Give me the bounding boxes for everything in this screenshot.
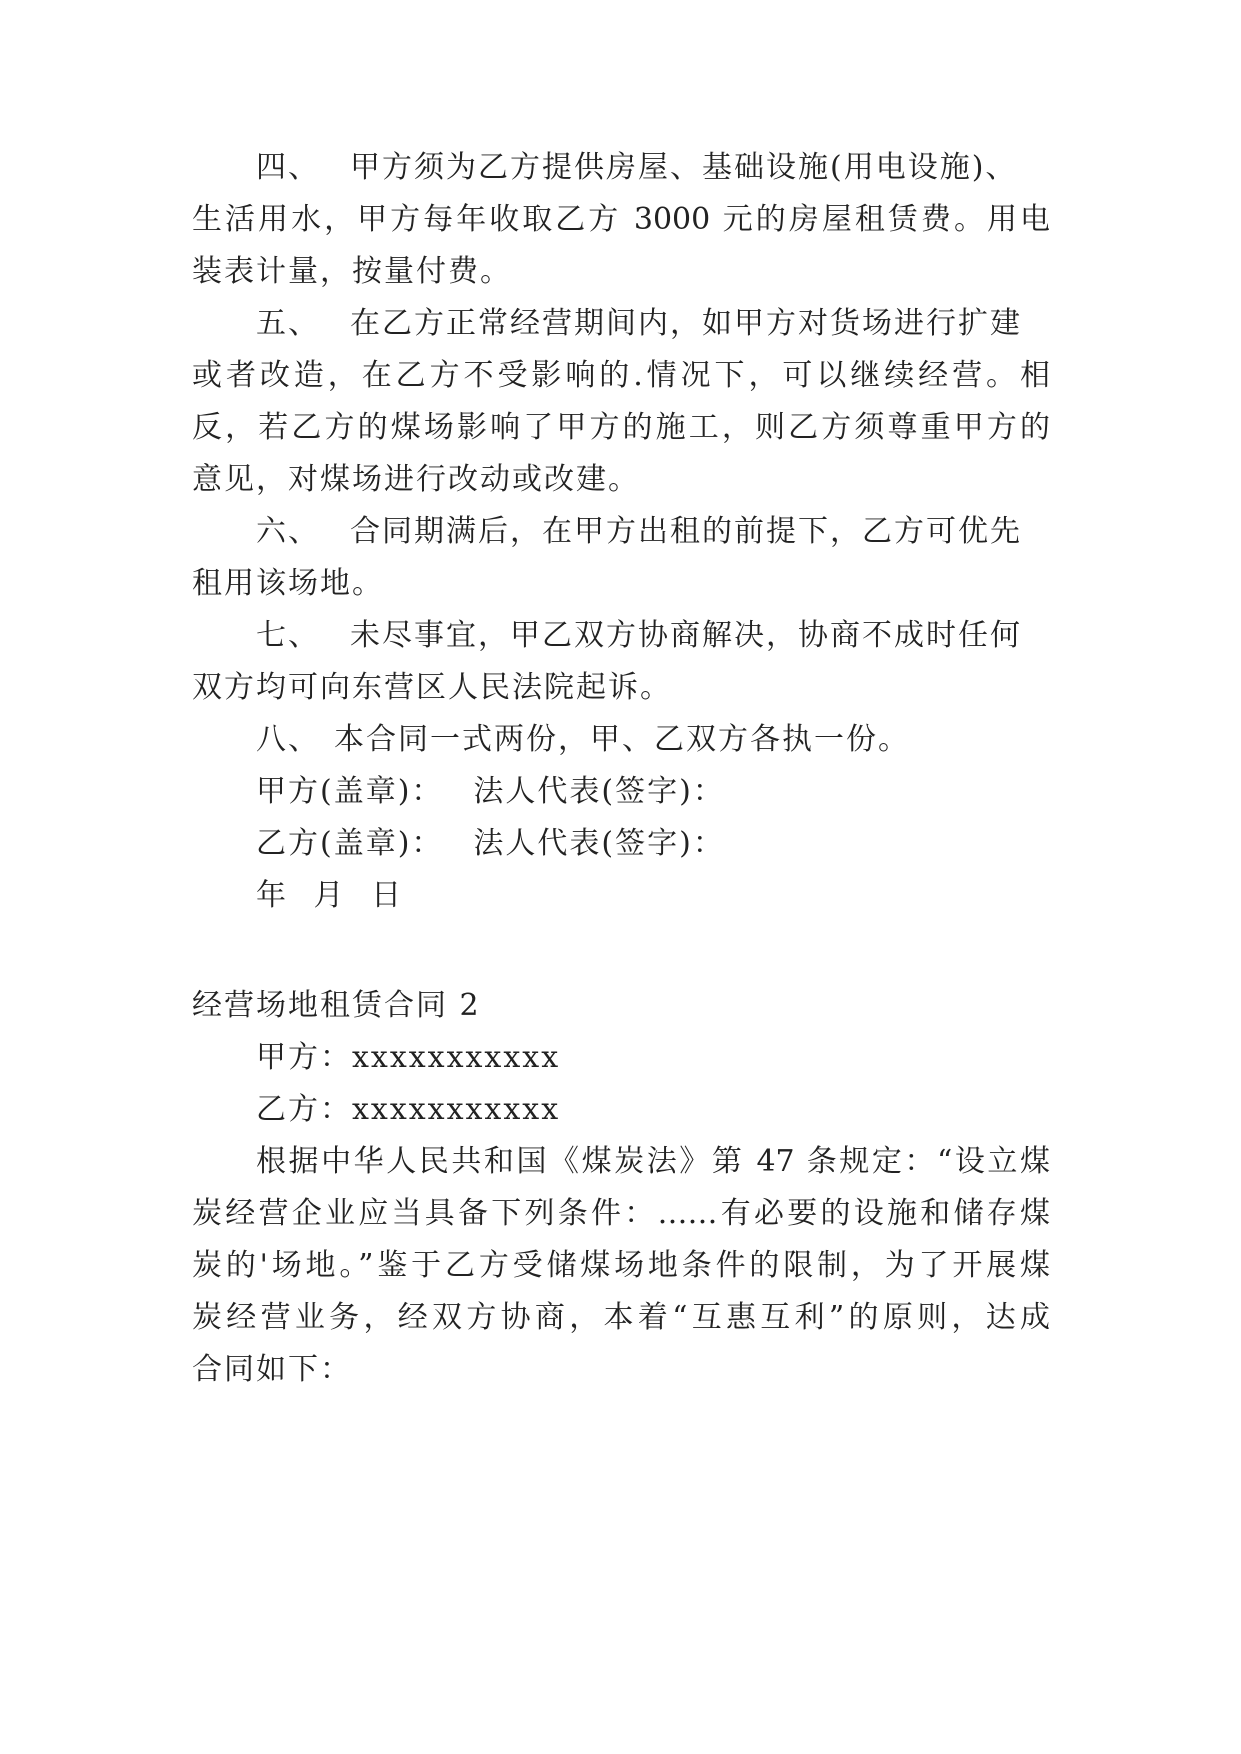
clause-6-line-2: 租用该场地。	[192, 566, 384, 601]
contract-2-title: 经营场地租赁合同 2	[192, 988, 481, 1023]
clause-4-text-1: 甲方须为乙方提供房屋、基础设施(用电设施)、	[350, 150, 1018, 185]
clause-4-line-3: 装表计量，按量付费。	[192, 254, 512, 289]
party-b-rep-label: 法人代表(签字)：	[473, 826, 725, 861]
contract-2-party-a: 甲方：xxxxxxxxxxx	[256, 1040, 561, 1075]
clause-6-number: 六、	[256, 514, 320, 549]
clause-7-number: 七、	[256, 618, 320, 653]
clause-5-line-1	[256, 304, 1022, 344]
signature-date: 年 月 日	[256, 878, 404, 913]
party-a-rep-label: 法人代表(签字)：	[473, 774, 725, 809]
signature-party-b	[256, 824, 725, 864]
preamble-line-3: 炭的'场地。”鉴于乙方受储煤场地条件的限制，为了开展煤	[192, 1248, 1050, 1283]
clause-7-line-2: 双方均可向东营区人民法院起诉。	[192, 670, 672, 705]
clause-5-text-1: 在乙方正常经营期间内，如甲方对货场进行扩建	[350, 306, 1022, 341]
clause-7-line-1	[256, 616, 1022, 656]
clause-4-number: 四、	[256, 150, 320, 185]
party-a-seal-label: 甲方(盖章)：	[256, 774, 444, 809]
contract-2-party-b: 乙方：xxxxxxxxxxx	[256, 1092, 561, 1127]
clause-6-text-1: 合同期满后，在甲方出租的前提下，乙方可优先	[350, 514, 1022, 549]
clause-7-text-1: 未尽事宜，甲乙双方协商解决，协商不成时任何	[350, 618, 1022, 653]
clause-5-line-4: 意见，对煤场进行改动或改建。	[192, 462, 640, 497]
clause-4-line-2: 生活用水，甲方每年收取乙方 3000 元的房屋租赁费。用电	[192, 202, 1050, 237]
clause-4-line-1	[256, 148, 1017, 188]
clause-5-line-2: 或者改造，在乙方不受影响的.情况下，可以继续经营。相	[192, 358, 1050, 393]
signature-party-a	[256, 772, 725, 812]
preamble-line-5: 合同如下：	[192, 1352, 352, 1387]
clause-8-number: 八、	[256, 722, 320, 757]
clause-8-line-1	[256, 720, 910, 760]
clause-5-number: 五、	[256, 306, 320, 341]
preamble-line-4: 炭经营业务，经双方协商，本着“互惠互利”的原则，达成	[192, 1300, 1050, 1335]
clause-8-text-1: 本合同一式两份，甲、乙双方各执一份。	[334, 722, 910, 757]
party-b-seal-label: 乙方(盖章)：	[256, 826, 444, 861]
preamble-line-2: 炭经营企业应当具备下列条件：……有必要的设施和储存煤	[192, 1196, 1050, 1231]
clause-5-line-3: 反，若乙方的煤场影响了甲方的施工，则乙方须尊重甲方的	[192, 410, 1050, 445]
preamble-line-1: 根据中华人民共和国《煤炭法》第 47 条规定：“设立煤	[256, 1144, 1050, 1179]
clause-6-line-1	[256, 512, 1022, 552]
